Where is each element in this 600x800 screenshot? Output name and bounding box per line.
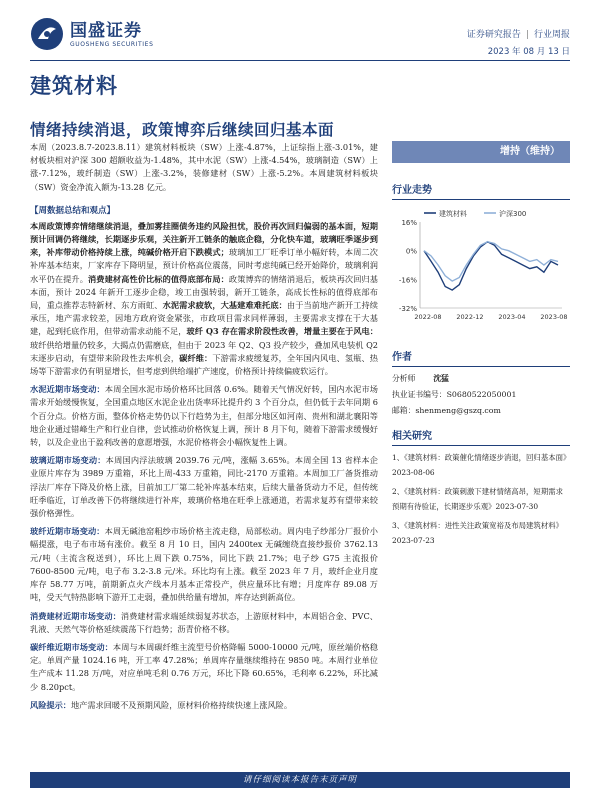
block-label: 碳纤维近期市场变动：: [30, 641, 113, 652]
related-item[interactable]: 2、《建筑材料：政策刺激下建材情绪高昂，短期需求预期有待验证，长期逐步乐观》2023-07-30: [392, 487, 563, 511]
market-blocks: [30, 383, 378, 712]
sector-title: 建筑材料: [30, 74, 118, 98]
focus-title: 【周数据总结和观点】: [30, 205, 116, 216]
y-tick-label: -16%: [398, 276, 417, 285]
cert-label: 执业证书编号：: [392, 390, 447, 399]
email-line: [392, 403, 570, 419]
market-block: [30, 610, 378, 636]
block-body: 本周全国水泥市场价格环比回落 0.6%。随着天气情况好转，国内水泥市场需求开始缓慢恢复，全国重点地区水泥企业出货率环比提升约 3 个百分点，但仍低于去年同期 6 个百分点。价格方面，整体价格走势仍以下行趋势为主，但部分地区如河南、贵州和湖北襄阳等地企业通过错峰生产和行业自律，尝试推动价格恢复上调，预计 8 月下旬，随着下游需求缓慢好转，以及企业出于盈利改善的意愿增强，水泥价格将会小幅恢复性上调。: [30, 384, 378, 448]
market-block: [30, 383, 378, 449]
x-tick-label: 2023-04: [498, 313, 526, 321]
logo-en: GUOSHENG SECURITIES: [70, 40, 154, 48]
series-line-building-materials: [424, 242, 558, 290]
y-tick-label: 16%: [401, 219, 417, 227]
email-label: 邮箱：: [392, 406, 416, 415]
focus-segment: 玻纤供给增量仍较多，大揭点仍需磨底，但由于 2023 年 Q2、Q3 投产较少，叠加风电装机 Q2 末逐步启动，有望带来阶段性去库机会，: [30, 339, 378, 363]
block-label: 玻璃近期市场变动：: [30, 455, 106, 466]
related-list: [392, 450, 570, 548]
market-block: [30, 525, 378, 604]
analyst-name: 沈猛: [433, 374, 449, 383]
main-column: [30, 141, 378, 717]
focus-segment: 本周政策博弈情绪继续消退，叠加雾挂圈债务违约风险担忧，股价再次回归偏弱的基本面，短期预计回调仍将继续，长期逐步乐观，关注新开工链条的触底企稳，分化快车道，玻璃旺季逐步到来，补库带动价格持续上涨，纯碱价格开启下跌模式；: [30, 220, 378, 258]
separator: |: [525, 30, 529, 40]
focus-paragraph: [30, 220, 378, 378]
block-label: 风险提示：: [30, 699, 71, 710]
email-link[interactable]: shenmeng@gszq.com: [415, 406, 501, 415]
cert-line: [392, 387, 570, 403]
headline: 情绪持续消退，政策博弈后继续回归基本面: [30, 121, 335, 139]
block-body: 消费建材需求端延续弱复苏状态，上游原材料中，本周铝合金、PVC、乳液、天然气等价格延续震荡下行趋势；沥青价格不移。: [30, 610, 378, 634]
related-item[interactable]: 1、《建筑材料：政策催化情绪逐步消退，回归基本面》2023-08-06: [392, 453, 567, 477]
block-label: 水泥近期市场变动：: [30, 384, 105, 395]
report-type-main: 证券研究报告: [466, 30, 521, 40]
focus-segment: 下游需求疲缓复苏，全年国内风电、氢瓶、热场等下游需求仍有明显增长，但考虑到供给端扩产速度，价格预计持续偏疲软运行。: [30, 352, 378, 377]
block-body: 本周无碱池窑粗纱市场价格主流走稳，局部松动。周内电子纱部分厂报价小幅提涨，电子布市场有涨价。截至 8 月 10 日，国内 2400tex 无碱缠绕直接纱报价 3762.13 元/吨（主流含税送到），环比上周下跌 0.75%，同比下跌 21.7%；电子纱 G75 主流报价 7600-8500 元/吨，电子布 3.2-3.8 元/米。环比均有上涨。截至 2023 年 7 月，玻纤企业月度库存 58.77 万吨，前期新点火产线本月基本正常投产，供应量环比有增；月度库存 89.08 万吨，受天气特热影响下游开工走弱，叠加供给量有增加，库存达到新高位。: [30, 526, 378, 603]
guosheng-logo-icon: [30, 17, 64, 51]
legend-label: 沪深300: [499, 210, 527, 218]
y-tick-label: -32%: [398, 305, 417, 313]
trend-chart: [392, 208, 570, 328]
legend-label: 建筑材料: [439, 210, 467, 218]
x-tick-label: 2022-12: [456, 313, 484, 321]
series-line-hs300: [424, 242, 558, 281]
block-body: 本周与本周碳纤维主流型号价格降幅 5000-10000 元/吨，原丝端价格稳定。单周产量 1024.16 吨，开工率 47.28%；单周库存量继续维持在 9850 吨。本周行业单位生产成本 11.28 万/吨，对应单吨毛利 0.76 万元，环比下降 60.65%，毛利率 6.22%，环比减少 8.20pct。: [30, 641, 378, 692]
market-block: [30, 454, 378, 520]
related-title: 相关研究: [392, 427, 570, 446]
side-column: [392, 141, 570, 548]
block-body: 本周国内浮法玻璃 2039.76 元/吨，涨幅 3.65%。本周全国 13 省样本企业原片库存为 3989 万重箱，环比上周-433 万重箱，同比-2170 万重箱。本周加工厂备货推动浮法厂库存下降及价格上涨，目前加工厂第二轮补库基本结束，后续大量备货动力不足，但传统旺季临近，订单改善下仍将继续进行补库，玻璃价格地在旺季上涨通道，若需求复苏有望带来较强价格弹性。: [30, 455, 378, 519]
summary-paragraph: 本周（2023.8.7-2023.8.11）建筑材料板块（SW）上涨-4.87%，上证综指上涨-3.01%，建材板块相对沪深 300 超额收益为-1.48%，其中水泥（SW）上涨-4.54%，玻璃制造（SW）上涨-7.12%，玻纤制造（SW）上涨-3.2%，装修建材（SW）上涨-5.2%。本周建筑材料板块（SW）资金净流入额为-13.28 亿元。: [30, 142, 378, 192]
market-block: [30, 641, 378, 694]
focus-segment: 玻璃加工厂旺季订单小幅好转，本周二次补库基本结束，厂家库存下降明显，预计价格高位震荡，同时考虑纯碱已经开始降价，玻璃利润水平仍在提升。: [30, 247, 378, 284]
focus-segment: 政策博弈的情绪消退后，板块再次回归基本面，预计 2024 年新开工逐步企稳，竣工由强转弱，新开工链条，高成长性标的值得底部布局，重点推荐志特新材、东方雨虹、: [30, 273, 378, 311]
block-label: 玻纤近期市场变动：: [30, 526, 105, 537]
cert-no: S0680522050001: [446, 390, 517, 399]
analyst-line: [392, 371, 570, 387]
focus-segment: 由于当前地产新开工持续承压，地产需求较差，因地方政府资金紧张，市政项目需求同样薄弱，主要需求支撑在于大基建，起到托底作用，但带动需求动能不足，: [30, 300, 378, 337]
focus-segment: 消费建材高性价比标的值得底部布局：: [88, 273, 229, 284]
author-title: 作者: [392, 348, 570, 367]
report-type: [467, 27, 570, 40]
trend-chart-svg: [392, 208, 570, 328]
footer-disclaimer: 请仔细阅读本报告末页声明: [30, 772, 570, 788]
logo-cn: 国盛证券: [70, 20, 142, 41]
focus-segment: 碳纤维：: [179, 352, 213, 363]
trend-title: 行业走势: [392, 181, 570, 200]
analyst-label: 分析师: [392, 374, 416, 383]
focus-segment: 玻纤 Q3 存在需求阶段性改善，增量主要在于风电：: [186, 326, 378, 337]
y-tick-label: 0%: [405, 247, 417, 256]
header-divider: [30, 60, 570, 61]
brand-logo: [30, 12, 180, 56]
focus-segment: 水泥需求疲软，大基建难难托底：: [162, 300, 287, 311]
report-date: 2023 年 08 月 13 日: [487, 47, 570, 57]
block-label: 消费建材近期市场变动：: [30, 610, 121, 621]
block-body: 地产需求回暖不及预期风险，原材料价格持续快速上涨风险。: [70, 699, 293, 710]
related-item[interactable]: 3、《建筑材料：进性关注政策宽裕及布局建筑材料》2023-07-23: [392, 521, 563, 545]
x-tick-label: 2023-08: [540, 313, 568, 321]
report-type-sub: 行业周报: [533, 30, 570, 40]
x-tick-label: 2022-08: [414, 313, 442, 321]
rating-badge: 增持（维持）: [392, 141, 570, 163]
market-block: [30, 699, 378, 712]
